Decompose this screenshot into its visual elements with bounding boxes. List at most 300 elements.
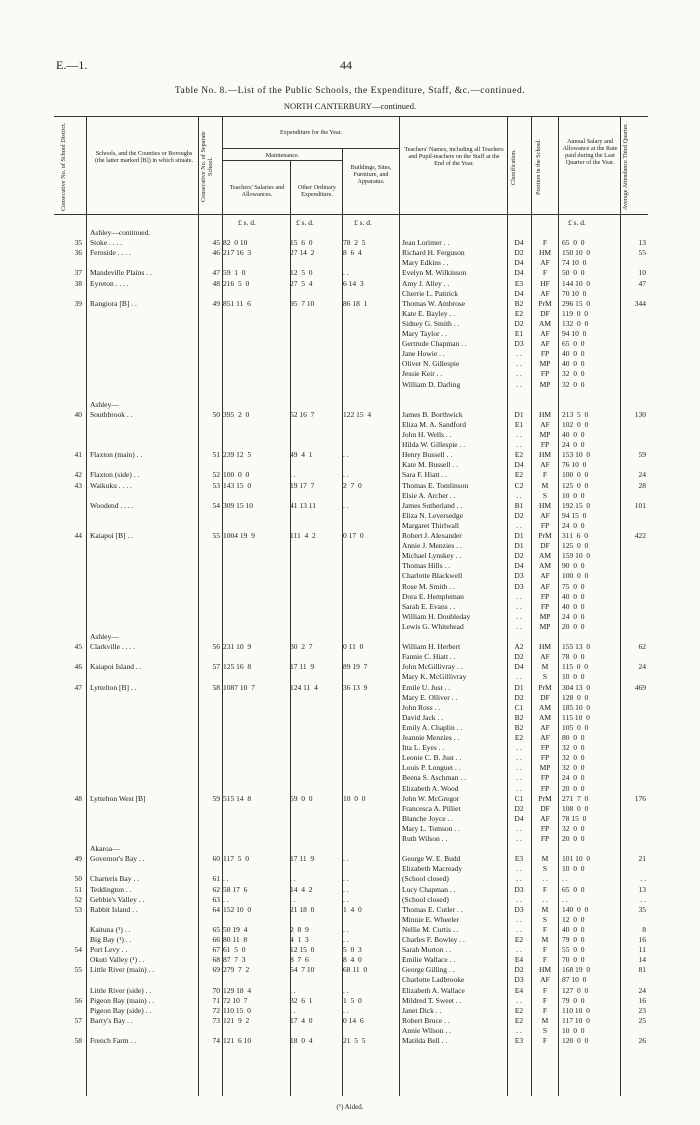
salary: 32 0 0	[562, 823, 585, 833]
salary: 40 0 0	[562, 924, 585, 934]
position: HM	[538, 450, 552, 460]
table-row	[0, 582, 700, 592]
table-row	[0, 773, 700, 783]
teachers-salaries: 121 9 2	[223, 1015, 250, 1025]
unit-pd: £ s. d.	[238, 218, 256, 227]
district-no: 49	[74, 854, 82, 864]
table-row	[0, 905, 700, 915]
classification: E2	[514, 733, 524, 742]
position: MP	[539, 359, 551, 369]
classification: D1	[514, 682, 524, 692]
table-row	[0, 743, 700, 753]
school-no: 48	[212, 278, 220, 288]
teacher-name: Margaret Thirlwall	[402, 520, 459, 530]
table-row	[0, 804, 700, 814]
position: . .	[542, 894, 548, 904]
position: . .	[542, 874, 548, 884]
table-row	[0, 339, 700, 349]
school-name: Port Levy . .	[90, 945, 128, 955]
teacher-name: Richard H. Ferguson	[402, 248, 465, 258]
table-row	[0, 481, 700, 491]
salary: 155 13 0	[562, 642, 591, 652]
buildings: . .	[343, 1005, 349, 1015]
table-row	[0, 652, 700, 662]
teacher-name: Mary Edkins . .	[402, 258, 449, 268]
teacher-name: Ruth Wilson . .	[402, 834, 448, 843]
teacher-name: Fannie C. Hiatt . .	[402, 652, 456, 662]
buildings: 8 6 4	[343, 248, 362, 258]
district-no: 39	[74, 298, 82, 308]
salary: 115 10 0	[562, 712, 590, 722]
school-name: Ashley—	[90, 399, 119, 409]
salary: 32 0 0	[562, 743, 585, 753]
table-row	[0, 864, 700, 874]
school-name: Lyttelton West [B]	[90, 793, 146, 803]
school-no: 62	[212, 884, 220, 894]
school-no: 45	[212, 238, 220, 248]
teacher-name: Annie J. Menzies . .	[402, 541, 462, 551]
salary: 144 10 0	[562, 278, 591, 288]
salary: 101 10 0	[562, 854, 591, 864]
position: FP	[540, 349, 550, 359]
table-row	[0, 460, 700, 470]
table-row	[0, 986, 700, 996]
school-name: Governor's Bay . .	[90, 854, 145, 864]
position: DF	[540, 308, 550, 318]
classification: . .	[516, 914, 522, 924]
school-no: 53	[212, 480, 220, 490]
attendance: 25	[638, 1015, 646, 1025]
position: MP	[539, 430, 551, 439]
school-no: 57	[212, 662, 220, 672]
table-row	[0, 369, 700, 379]
teacher-name: Mary L. Tomson . .	[402, 823, 460, 833]
attendance: 344	[634, 298, 646, 308]
classification: D3	[514, 581, 524, 591]
position: FP	[540, 520, 550, 530]
header-buildings: Buildings, Sites, Furniture, and Apparatus.	[350, 164, 392, 185]
teacher-name: Elizabeth A. Wallace	[402, 985, 465, 995]
table-row	[0, 359, 700, 369]
position: F	[542, 1036, 548, 1045]
classification: D2	[514, 965, 524, 975]
classification: . .	[516, 520, 522, 530]
district-no: 50	[74, 874, 82, 884]
teacher-name: Thomas E. Tomlinson	[402, 480, 469, 490]
buildings: 10 0 0	[343, 793, 366, 803]
table-row	[0, 895, 700, 905]
school-no: 68	[212, 955, 220, 965]
attendance: 130	[634, 409, 646, 419]
salary: 40 0 0	[562, 591, 585, 601]
school-no: 61	[212, 874, 220, 884]
table-row	[0, 258, 700, 268]
district-no: 56	[74, 995, 82, 1005]
salary: 311 6 0	[562, 531, 588, 540]
school-name: Clarkville . . . .	[90, 642, 135, 652]
teachers-salaries: 279 7 2	[223, 965, 250, 975]
teachers-salaries: 121 6 10	[223, 1036, 252, 1045]
teacher-name: Jessie Keir . .	[402, 369, 443, 379]
teacher-name: Michael Lynskey . .	[402, 551, 462, 561]
school-name: Mandeville Plains . .	[90, 268, 152, 278]
position: FP	[540, 783, 550, 793]
teacher-name: Thomas W. Ambrose	[402, 298, 466, 308]
position: FP	[540, 773, 550, 783]
classification: . .	[516, 440, 522, 450]
position: F	[542, 1005, 548, 1015]
school-no: 52	[212, 470, 220, 480]
teacher-name: Kate M. Bussell . .	[402, 460, 459, 470]
teachers-salaries: 82 0 10	[223, 238, 248, 248]
school-name: Woodend . . . .	[90, 500, 134, 510]
position: AF	[540, 339, 550, 349]
other-expenditure: 19 17 7	[290, 480, 315, 490]
school-no: 60	[212, 854, 220, 864]
position: MP	[539, 621, 551, 631]
other-expenditure: 54 7 10	[290, 965, 315, 975]
buildings: 2 7 0	[343, 480, 362, 490]
teacher-name: Mildred T. Sweet . .	[402, 995, 462, 1005]
classification: . .	[516, 773, 522, 783]
position: M	[541, 854, 549, 864]
district-no: 40	[74, 409, 82, 419]
other-expenditure: 27 14 2	[290, 248, 315, 258]
school-no: 65	[212, 924, 220, 934]
position: F	[542, 884, 548, 894]
teacher-name: John McGillivray . .	[402, 662, 463, 672]
classification: D4	[514, 258, 524, 268]
classification: . .	[516, 359, 522, 369]
table-row	[0, 996, 700, 1006]
teachers-salaries: 72 10 7	[223, 995, 248, 1005]
salary: 20 0 0	[562, 783, 585, 793]
table-row	[0, 511, 700, 521]
teacher-name: Emily A. Chaplin . .	[402, 722, 463, 732]
other-expenditure: 21 18 0	[290, 904, 315, 914]
school-name: Rabbit Island . .	[90, 904, 138, 914]
table-row	[0, 440, 700, 450]
salary: 10 0 0	[562, 490, 585, 500]
table-row	[0, 925, 700, 935]
other-expenditure: 30 2 7	[290, 642, 313, 652]
attendance: 469	[634, 682, 646, 692]
classification: D4	[514, 288, 524, 298]
salary: 100 0 0	[562, 571, 589, 581]
table-row	[0, 400, 700, 410]
classification: D2	[514, 652, 524, 662]
other-expenditure: . .	[290, 874, 296, 884]
table-row	[0, 965, 700, 975]
other-expenditure: 2 8 9	[290, 924, 309, 934]
district-no: 47	[74, 682, 82, 692]
salary: 125 0 0	[562, 480, 589, 490]
other-expenditure: 12 15 0	[290, 945, 315, 955]
district-no: 37	[74, 268, 82, 278]
other-expenditure: 32 6 1	[290, 995, 313, 1005]
district-no: 52	[74, 894, 82, 904]
header-teachers: Teachers' Names, including all Teachers and Pupil-teachers on the Staff at the End of the Year.	[404, 146, 504, 167]
maintenance-rule	[223, 148, 399, 149]
classification: D2	[514, 803, 524, 813]
school-name: Ashley—	[90, 632, 119, 641]
table-row	[0, 945, 700, 955]
school-name: Big Bay (¹) . .	[90, 935, 132, 944]
position: M	[541, 1015, 549, 1025]
teacher-name: Beena S. Aschman . .	[402, 773, 466, 783]
classification: D1	[514, 541, 524, 551]
salary: 80 0 0	[562, 733, 585, 742]
school-name: Kaiapoi [B] . .	[90, 531, 134, 540]
teacher-name: Minnie E. Wheeler	[402, 914, 460, 924]
unit-md: £ s. d.	[296, 218, 314, 227]
teacher-name: Rose M. Smith . .	[402, 581, 455, 591]
salary: 78 0 0	[562, 652, 585, 662]
classification: . .	[516, 621, 522, 631]
table-row	[0, 450, 700, 460]
table-row	[0, 289, 700, 299]
position: F	[542, 955, 548, 965]
attendance: 21	[638, 854, 646, 864]
teachers-salaries: 216 5 0	[223, 278, 250, 288]
school-no: 59	[212, 793, 220, 803]
classification: E2	[514, 1005, 524, 1015]
position: S	[542, 914, 548, 924]
table-row	[0, 713, 700, 723]
position: PrM	[538, 298, 552, 308]
salary: 20 0 0	[562, 834, 585, 843]
salary: 94 15 0	[562, 510, 587, 520]
position: HM	[538, 642, 552, 652]
salary: 119 0 0	[562, 308, 588, 318]
classification: D3	[514, 884, 524, 894]
table-row	[0, 228, 700, 238]
table-title: Table No. 8.—List of the Public Schools, the Expenditure, Staff, &c.—continued.	[174, 86, 526, 96]
salary: 40 0 0	[562, 601, 585, 611]
teachers-salaries: 117 5 0	[223, 854, 249, 864]
header-other-exp: Other Ordinary Expenditure.	[298, 184, 336, 198]
table-row	[0, 410, 700, 420]
buildings: . .	[343, 874, 349, 884]
position: M	[541, 662, 549, 672]
classification: D2	[514, 551, 524, 561]
header-salary: Annual Salary and Allowance at the Rate paid during the Last Quarter of the Year.	[562, 138, 618, 166]
other-expenditure: 17 4 0	[290, 1015, 313, 1025]
salary: 79 0 0	[562, 995, 585, 1005]
table-row	[0, 642, 700, 652]
other-expenditure: . .	[290, 1005, 296, 1015]
salary: 127 0 0	[562, 985, 589, 995]
position: FP	[540, 440, 550, 450]
classification: D3	[514, 339, 524, 349]
teacher-name: Hilda W. Gillespie . .	[402, 440, 466, 450]
teacher-name: (School closed)	[402, 894, 449, 904]
teacher-name: Eliza N. Leversedge	[402, 510, 464, 520]
school-name: Rangiora [B] . .	[90, 298, 137, 308]
table-row	[0, 915, 700, 925]
buildings: . .	[343, 500, 349, 510]
salary: 24 0 0	[562, 611, 585, 621]
school-name: Kaituna (¹) . .	[90, 924, 131, 934]
classification: E4	[514, 955, 524, 965]
school-name: Ashley—continued.	[90, 228, 151, 237]
school-no: 54	[212, 500, 220, 510]
teacher-name: William H. Doubleday	[402, 611, 471, 621]
salary: 75 0 0	[562, 581, 585, 591]
salary: 105 0 0	[562, 722, 589, 732]
salary: 150 10 0	[562, 248, 591, 258]
teachers-salaries: 110 15 0	[223, 1005, 251, 1015]
table-row	[0, 531, 700, 541]
other-expenditure: 17 11 9	[290, 854, 315, 864]
classification: . .	[516, 369, 522, 379]
classification: B2	[514, 712, 524, 722]
units-row	[0, 218, 700, 228]
attendance: 35	[638, 904, 646, 914]
school-name: Flaxton (side) . .	[90, 470, 140, 480]
buildings: 68 11 0	[343, 965, 368, 975]
table-row	[0, 784, 700, 794]
salary: 32 0 0	[562, 379, 585, 389]
table-row	[0, 814, 700, 824]
classification: D4	[514, 561, 524, 571]
salary: 40 0 0	[562, 430, 585, 439]
position: AM	[538, 318, 552, 328]
classification: D4	[514, 813, 524, 823]
position: MP	[539, 611, 551, 621]
header-schools: Schools, and the Counties or Boroughs (the latter marked [B]) in which situate.	[94, 150, 194, 164]
school-name: Gebbie's Valley . .	[90, 894, 145, 904]
salary: 110 10 0	[562, 1005, 590, 1015]
attendance: 47	[638, 278, 646, 288]
teacher-name: George W. E. Budd	[402, 854, 461, 864]
table-row	[0, 854, 700, 864]
teachers-salaries: 851 11 6	[223, 298, 251, 308]
table-row	[0, 420, 700, 430]
teachers-salaries: 58 17 6	[223, 884, 248, 894]
classification: . .	[516, 672, 522, 682]
teacher-name: Annie Wilson . .	[402, 1025, 451, 1035]
school-name: Flaxton (main) . .	[90, 450, 143, 460]
salary: 94 10 0	[562, 329, 587, 338]
position: S	[542, 1025, 548, 1035]
table-row	[0, 844, 700, 854]
other-expenditure: 14 4 2	[290, 884, 313, 894]
classification: D4	[514, 460, 524, 470]
district-no: 43	[74, 480, 82, 490]
other-expenditure: 12 5 0	[290, 268, 313, 278]
table-row	[0, 329, 700, 339]
table-row	[0, 541, 700, 551]
teachers-salaries: 100 0 0	[223, 470, 250, 480]
district-no: 42	[74, 470, 82, 480]
position: AF	[540, 733, 550, 742]
attendance: 81	[638, 965, 646, 975]
teacher-name: Elizabeth A. Wood	[402, 783, 459, 793]
footnote: (¹) Aided.	[336, 1103, 364, 1111]
classification: D3	[514, 904, 524, 914]
position: AF	[540, 258, 550, 268]
buildings: . .	[343, 470, 349, 480]
classification: D2	[514, 248, 524, 258]
table-row	[0, 662, 700, 672]
position: M	[541, 480, 549, 490]
school-no: 70	[212, 985, 220, 995]
attendance: 101	[634, 500, 646, 510]
table-row	[0, 561, 700, 571]
school-name: French Farm . .	[90, 1036, 137, 1045]
teacher-name: Mary E. Olliver . .	[402, 692, 458, 702]
position: S	[542, 490, 548, 500]
position: F	[542, 924, 548, 934]
teachers-salaries: 61 5 0	[223, 945, 246, 955]
classification: . .	[516, 743, 522, 753]
classification: E4	[514, 985, 524, 995]
salary: 32 0 0	[562, 369, 585, 379]
table-row	[0, 592, 700, 602]
classification: . .	[516, 349, 522, 359]
salary: 168 19 0	[562, 965, 591, 975]
table-row	[0, 1026, 700, 1036]
other-expenditure: 49 4 1	[290, 450, 313, 460]
teacher-name: Dora E. Hempleman	[402, 591, 464, 601]
other-expenditure: 41 13 11	[290, 500, 316, 510]
school-no: 51	[212, 450, 220, 460]
classification: D3	[514, 571, 524, 581]
position: FP	[540, 591, 550, 601]
attendance: 13	[638, 238, 646, 248]
position: FP	[540, 823, 550, 833]
classification: B2	[514, 298, 524, 308]
table-row	[0, 763, 700, 773]
table-row	[0, 683, 700, 693]
school-no: 74	[212, 1036, 220, 1045]
classification: . .	[516, 753, 522, 763]
table-row	[0, 1006, 700, 1016]
position: FP	[540, 753, 550, 763]
teacher-name: John Ross . .	[402, 702, 441, 712]
attendance: 8	[642, 924, 646, 934]
salary: 12 0 0	[562, 914, 585, 924]
teacher-name: Emilie Wallace . .	[402, 955, 456, 965]
attendance: 62	[638, 642, 646, 652]
position: HM	[538, 248, 552, 258]
teachers-salaries: 309 15 10	[223, 500, 253, 510]
teacher-name: Sara F. Hiatt . .	[402, 470, 448, 480]
teacher-name: Charles F. Bowley . .	[402, 935, 465, 944]
classification: D2	[514, 318, 524, 328]
position: M	[541, 935, 549, 944]
position: FP	[540, 601, 550, 611]
attendance: . .	[640, 894, 646, 904]
teacher-name: Elsie A. Archer . .	[402, 490, 456, 500]
position: F	[542, 985, 548, 995]
salary: 10 0 0	[562, 672, 585, 682]
classification: D4	[514, 268, 524, 278]
table-row	[0, 521, 700, 531]
school-name: Charteris Bay . .	[90, 874, 139, 884]
salary: 65 0 0	[562, 238, 585, 248]
teachers-salaries: 59 1 0	[223, 268, 246, 278]
teacher-name: John W. McGregor	[402, 793, 460, 803]
other-expenditure: . .	[290, 985, 296, 995]
salary: 90 0 0	[562, 561, 585, 571]
school-name: Eyreton . . . .	[90, 278, 129, 288]
buildings: . .	[343, 854, 349, 864]
teachers-salaries: 231 10 9	[223, 642, 252, 652]
buildings: 21 5 5	[343, 1036, 366, 1045]
classification: E3	[514, 1036, 524, 1045]
